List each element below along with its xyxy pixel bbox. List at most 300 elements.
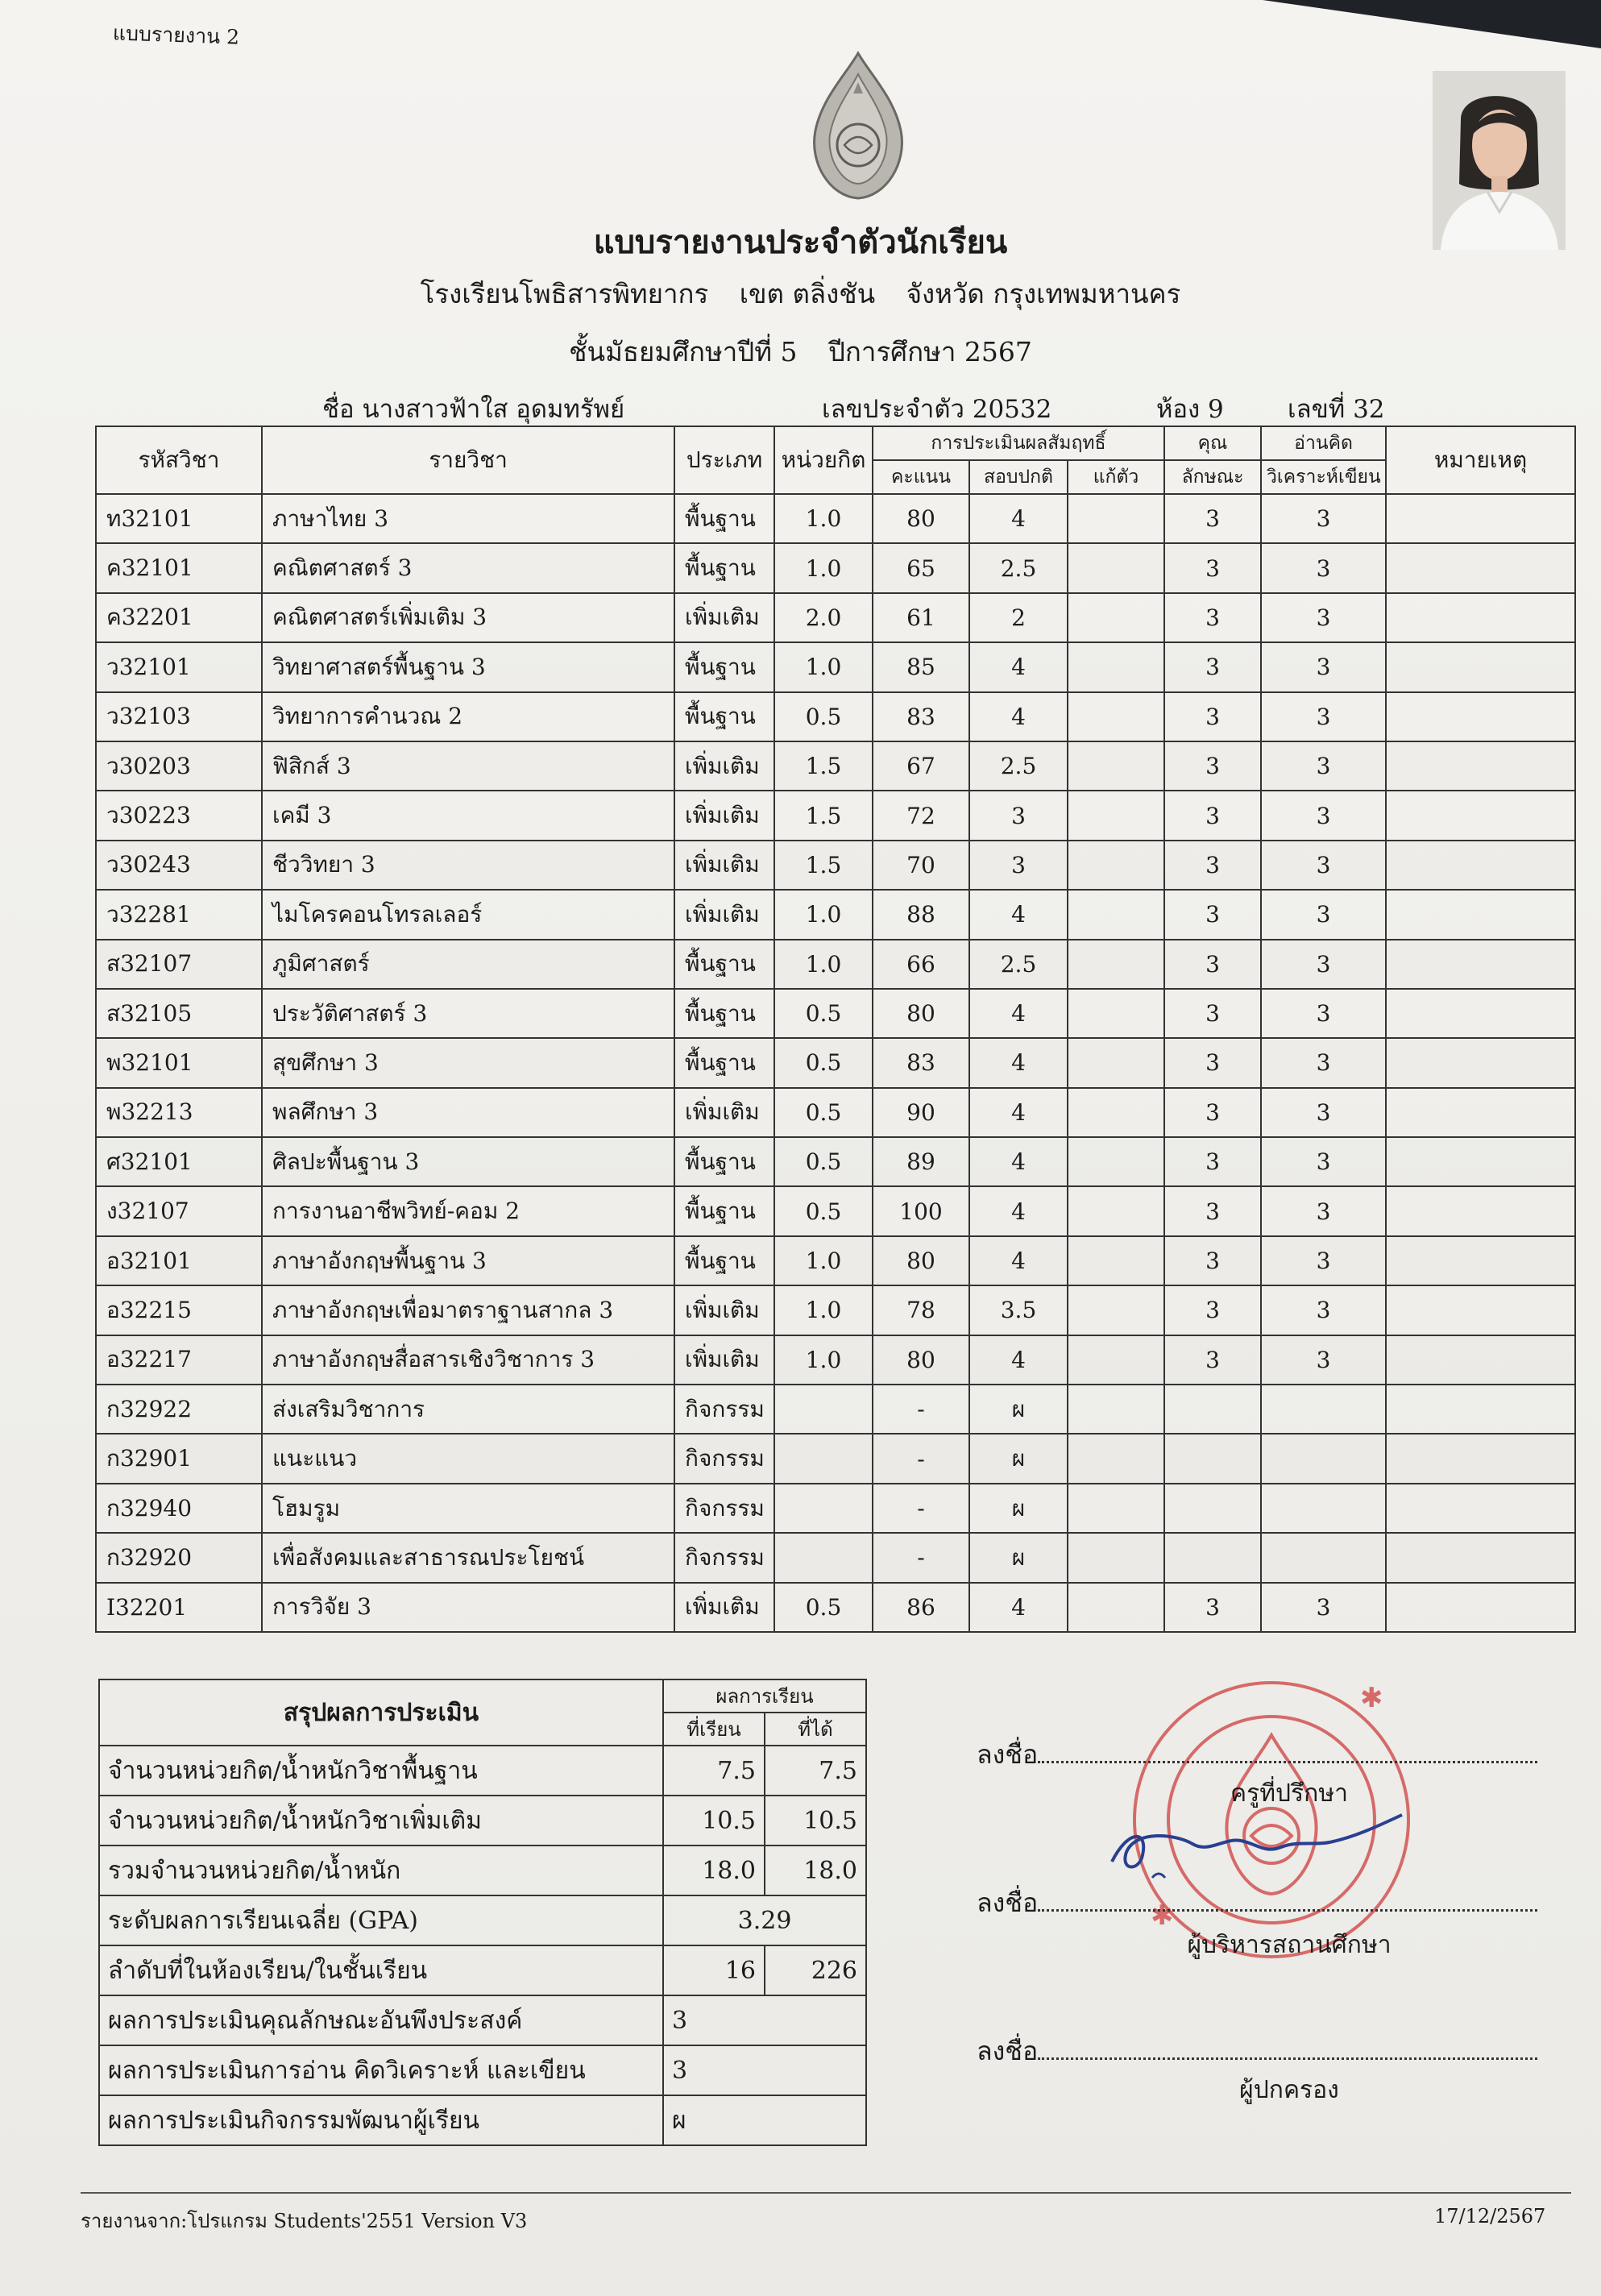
cell-read: 3 [1261,1137,1386,1186]
cell-retake [1068,989,1164,1038]
summary-value: 18.0 [765,1846,866,1895]
cell-char [1164,1533,1261,1582]
cell-credits: 0.5 [774,1088,873,1137]
footer-rule [81,2192,1571,2194]
cell-char: 3 [1164,642,1261,691]
cell-type: พื้นฐาน [674,692,774,741]
cell-read [1261,1533,1386,1582]
cell-retake [1068,1434,1164,1483]
cell-read: 3 [1261,940,1386,989]
cell-score: 80 [873,494,969,543]
cell-subject: แนะแนว [262,1434,674,1483]
col-score: คะแนน [873,460,969,494]
cell-retake [1068,1335,1164,1385]
school-crest-logo [798,50,919,203]
cell-type: กิจกรรม [674,1385,774,1434]
summary-row-total [99,1846,866,1895]
cell-type: เพิ่มเติม [674,1583,774,1632]
summary-label: ผลการประเมินกิจกรรมพัฒนาผู้เรียน [99,2095,663,2145]
cell-code: ศ32101 [96,1137,262,1186]
col-type: ประเภท [674,426,774,494]
summary-label: ระดับผลการเรียนเฉลี่ย (GPA) [99,1895,663,1945]
cell-normal: 2 [969,593,1068,642]
cell-read: 3 [1261,692,1386,741]
cell-score: 100 [873,1186,969,1235]
summary-row-extra [99,1796,866,1846]
cell-char: 3 [1164,1186,1261,1235]
cell-code: ว30223 [96,791,262,840]
summary-label: ลำดับที่ในห้องเรียน/ในชั้นเรียน [99,1945,663,1995]
cell-normal: ผ [969,1434,1068,1483]
summary-row-basic [99,1746,866,1796]
cell-credits [774,1385,873,1434]
cell-normal: ผ [969,1533,1068,1582]
cell-credits [774,1434,873,1483]
summary-row-read [99,2045,866,2095]
table-row [96,642,1575,691]
cell-read: 3 [1261,543,1386,592]
cell-type: เพิ่มเติม [674,593,774,642]
cell-remark [1386,1236,1575,1285]
cell-subject: ส่งเสริมวิชาการ [262,1385,674,1434]
cell-score: 78 [873,1285,969,1335]
cell-normal: 4 [969,989,1068,1038]
table-row [96,1385,1575,1434]
cell-read: 3 [1261,642,1386,691]
cell-code: อ32217 [96,1335,262,1385]
cell-remark [1386,841,1575,890]
cell-subject: ภาษาอังกฤษสื่อสารเชิงวิชาการ 3 [262,1335,674,1385]
table-row [96,1137,1575,1186]
table-row [96,890,1575,939]
cell-code: ส32107 [96,940,262,989]
cell-retake [1068,1137,1164,1186]
summary-title: สรุปผลการประเมิน [99,1679,663,1746]
svg-text:✱: ✱ [1151,1899,1174,1932]
cell-retake [1068,1484,1164,1533]
cell-normal: 4 [969,1088,1068,1137]
cell-char: 3 [1164,1583,1261,1632]
cell-credits: 1.5 [774,841,873,890]
summary-value: 10.5 [765,1796,866,1846]
signature-line-principal [977,1883,1537,1924]
cell-remark [1386,1285,1575,1335]
cell-read: 3 [1261,791,1386,840]
table-row [96,692,1575,741]
table-row [96,1434,1575,1483]
cell-read: 3 [1261,1186,1386,1235]
cell-subject: ประวัติศาสตร์ 3 [262,989,674,1038]
cell-read: 3 [1261,1285,1386,1335]
cell-remark [1386,642,1575,691]
cell-read [1261,1434,1386,1483]
signature-prefix: ลงชื่อ [977,1887,1039,1918]
grade-level: ชั้นมัธยมศึกษาปีที่ 5 [569,336,798,367]
rank-grade: 226 [765,1945,866,1995]
cell-retake [1068,1038,1164,1087]
cell-normal: 4 [969,1236,1068,1285]
cell-normal: 3 [969,791,1068,840]
cell-score: 61 [873,593,969,642]
cell-code: ก32940 [96,1484,262,1533]
cell-subject: ภูมิศาสตร์ [262,940,674,989]
cell-code: ว30203 [96,741,262,791]
cell-score: 80 [873,1236,969,1285]
table-row [96,940,1575,989]
cell-code: ง32107 [96,1186,262,1235]
cell-char [1164,1385,1261,1434]
col-read-top: อ่านคิด [1261,426,1386,460]
table-row [96,791,1575,840]
cell-remark [1386,1137,1575,1186]
cell-remark [1386,494,1575,543]
summary-value: ผ [663,2095,866,2145]
cell-score: 67 [873,741,969,791]
summary-row-rank [99,1945,866,1995]
footer-date: 17/12/2567 [1434,2205,1546,2227]
cell-read: 3 [1261,1335,1386,1385]
cell-type: เพิ่มเติม [674,1285,774,1335]
cell-normal: 4 [969,1137,1068,1186]
signature-prefix: ลงชื่อ [977,2036,1039,2066]
cell-credits: 0.5 [774,1186,873,1235]
col-remark: หมายเหตุ [1386,426,1575,494]
cell-subject: โฮมรูม [262,1484,674,1533]
grade-line [0,330,1601,373]
cell-char [1164,1434,1261,1483]
cell-credits: 1.0 [774,940,873,989]
signature-role-advisor: ครูที่ปรึกษา [1230,1779,1348,1808]
signature-role-principal: ผู้บริหารสถานศึกษา [1187,1931,1392,1959]
cell-code: ว32103 [96,692,262,741]
cell-type: พื้นฐาน [674,1038,774,1087]
cell-subject: การงานอาชีพวิทย์-คอม 2 [262,1186,674,1235]
cell-credits: 1.0 [774,642,873,691]
col-retake: แก้ตัว [1068,460,1164,494]
cell-retake [1068,940,1164,989]
cell-credits: 1.0 [774,494,873,543]
cell-code: พ32101 [96,1038,262,1087]
summary-value: 18.0 [663,1846,765,1895]
table-row [96,841,1575,890]
cell-remark [1386,1088,1575,1137]
cell-type: กิจกรรม [674,1484,774,1533]
cell-subject: เพื่อสังคมและสาธารณประโยชน์ [262,1533,674,1582]
cell-remark [1386,989,1575,1038]
school-line [0,272,1601,315]
table-row [96,543,1575,592]
table-row [96,1186,1575,1235]
cell-credits: 0.5 [774,1583,873,1632]
cell-normal: 2.5 [969,543,1068,592]
col-credits: หน่วยกิต [774,426,873,494]
cell-credits: 0.5 [774,1038,873,1087]
table-row [96,741,1575,791]
col-normal: สอบปกติ [969,460,1068,494]
cell-retake [1068,1533,1164,1582]
cell-retake [1068,791,1164,840]
cell-score: 83 [873,1038,969,1087]
cell-type: พื้นฐาน [674,543,774,592]
cell-score: 83 [873,692,969,741]
cell-retake [1068,741,1164,791]
cell-retake [1068,1088,1164,1137]
cell-remark [1386,593,1575,642]
cell-score: 72 [873,791,969,840]
cell-type: เพิ่มเติม [674,1088,774,1137]
cell-retake [1068,543,1164,592]
cell-remark [1386,1484,1575,1533]
table-row [96,1038,1575,1087]
summary-row-char [99,1995,866,2045]
student-number: เลขที่ 32 [1288,395,1385,424]
cell-credits: 2.0 [774,593,873,642]
cell-remark [1386,1335,1575,1385]
cell-retake [1068,494,1164,543]
cell-type: เพิ่มเติม [674,791,774,840]
grades-table [95,426,1576,1633]
cell-read: 3 [1261,890,1386,939]
cell-char: 3 [1164,1236,1261,1285]
cell-subject: คณิตศาสตร์เพิ่มเติม 3 [262,593,674,642]
cell-normal: 4 [969,1038,1068,1087]
cell-read: 3 [1261,841,1386,890]
cell-score: 85 [873,642,969,691]
cell-char: 3 [1164,593,1261,642]
cell-remark [1386,890,1575,939]
table-row [96,1533,1575,1582]
summary-label: รวมจำนวนหน่วยกิต/น้ำหนัก [99,1846,663,1895]
signature-line-advisor [977,1734,1537,1775]
cell-subject: ศิลปะพื้นฐาน 3 [262,1137,674,1186]
summary-label: ผลการประเมินการอ่าน คิดวิเคราะห์ และเขียน [99,2045,663,2095]
cell-read: 3 [1261,989,1386,1038]
cell-code: ว32281 [96,890,262,939]
cell-normal: 3 [969,841,1068,890]
summary-col-studied: ที่เรียน [663,1713,765,1746]
cell-subject: ฟิสิกส์ 3 [262,741,674,791]
cell-score: 88 [873,890,969,939]
cell-remark [1386,741,1575,791]
cell-code: ส32105 [96,989,262,1038]
cell-subject: วิทยาศาสตร์พื้นฐาน 3 [262,642,674,691]
cell-subject: ภาษาอังกฤษพื้นฐาน 3 [262,1236,674,1285]
signature-role-parent: ผู้ปกครอง [1239,2076,1339,2104]
col-assessment: การประเมินผลสัมฤทธิ์ [873,426,1164,460]
cell-normal: 4 [969,1335,1068,1385]
cell-code: ว32101 [96,642,262,691]
cell-remark [1386,791,1575,840]
cell-type: พื้นฐาน [674,940,774,989]
cell-char: 3 [1164,1088,1261,1137]
cell-type: พื้นฐาน [674,989,774,1038]
table-row [96,1236,1575,1285]
cell-char: 3 [1164,940,1261,989]
cell-code: ท32101 [96,494,262,543]
cell-normal: 4 [969,1186,1068,1235]
cell-char: 3 [1164,1335,1261,1385]
svg-text:✱: ✱ [1360,1682,1383,1714]
cell-remark [1386,940,1575,989]
signature-line-parent [977,2031,1537,2072]
table-row [96,1285,1575,1335]
cell-code: ก32922 [96,1385,262,1434]
cell-remark [1386,1385,1575,1434]
school-district: เขต ตลิ่งชัน [739,278,876,309]
cell-credits: 1.0 [774,1285,873,1335]
summary-col-earned: ที่ได้ [765,1713,866,1746]
cell-read: 3 [1261,1583,1386,1632]
cell-remark [1386,692,1575,741]
academic-year: ปีการศึกษา 2567 [827,336,1032,367]
cell-subject: ชีววิทยา 3 [262,841,674,890]
cell-char: 3 [1164,791,1261,840]
cell-subject: ภาษาอังกฤษเพื่อมาตราฐานสากล 3 [262,1285,674,1335]
cell-retake [1068,642,1164,691]
cell-type: เพิ่มเติม [674,741,774,791]
cell-char: 3 [1164,494,1261,543]
cell-subject: ไมโครคอนโทรลเลอร์ [262,890,674,939]
table-row [96,593,1575,642]
cell-char: 3 [1164,543,1261,592]
cell-retake [1068,1583,1164,1632]
cell-code: พ32213 [96,1088,262,1137]
cell-subject: พลศึกษา 3 [262,1088,674,1137]
cell-remark [1386,543,1575,592]
cell-read: 3 [1261,741,1386,791]
summary-value: 7.5 [765,1746,866,1796]
table-row [96,494,1575,543]
cell-read [1261,1484,1386,1533]
principal-signature-mark [1104,1805,1410,1894]
student-room: ห้อง 9 [1156,395,1224,424]
cell-retake [1068,890,1164,939]
footer-source: รายงานจาก:โปรแกรม Students'2551 Version V3 [81,2210,528,2232]
cell-remark [1386,1434,1575,1483]
cell-code: ค32201 [96,593,262,642]
cell-char: 3 [1164,692,1261,741]
cell-credits: 1.0 [774,543,873,592]
cell-char: 3 [1164,841,1261,890]
cell-credits: 0.5 [774,1137,873,1186]
col-read-bottom: วิเคราะห์เขียน [1261,460,1386,494]
cell-char: 3 [1164,890,1261,939]
cell-char: 3 [1164,741,1261,791]
summary-value: 10.5 [663,1796,765,1846]
cell-normal: 4 [969,494,1068,543]
cell-retake [1068,1385,1164,1434]
cell-normal: 2.5 [969,940,1068,989]
cell-type: พื้นฐาน [674,1236,774,1285]
cell-normal: 4 [969,642,1068,691]
background-corner [1263,0,1601,48]
cell-score: 66 [873,940,969,989]
cell-type: พื้นฐาน [674,494,774,543]
cell-read [1261,1385,1386,1434]
cell-credits: 0.5 [774,989,873,1038]
cell-read: 3 [1261,1088,1386,1137]
cell-code: ค32101 [96,543,262,592]
summary-label: จำนวนหน่วยกิต/น้ำหนักวิชาเพิ่มเติม [99,1796,663,1846]
rank-room: 16 [663,1945,765,1995]
cell-char: 3 [1164,1038,1261,1087]
cell-normal: ผ [969,1385,1068,1434]
cell-credits: 1.0 [774,1335,873,1385]
signature-prefix: ลงชื่อ [977,1739,1039,1770]
cell-credits: 0.5 [774,692,873,741]
cell-retake [1068,841,1164,890]
table-row [96,1335,1575,1385]
cell-read: 3 [1261,1038,1386,1087]
summary-label: จำนวนหน่วยกิต/น้ำหนักวิชาพื้นฐาน [99,1746,663,1796]
cell-normal: 4 [969,692,1068,741]
cell-char: 3 [1164,1285,1261,1335]
cell-subject: การวิจัย 3 [262,1583,674,1632]
col-subject: รายวิชา [262,426,674,494]
form-tag: แบบรายงาน 2 [112,21,240,49]
cell-normal: 3.5 [969,1285,1068,1335]
cell-score: 90 [873,1088,969,1137]
cell-credits: 1.0 [774,1236,873,1285]
cell-score: 80 [873,989,969,1038]
student-id: เลขประจำตัว 20532 [822,395,1052,424]
cell-score: - [873,1434,969,1483]
summary-group: ผลการเรียน [663,1679,866,1713]
cell-score: 70 [873,841,969,890]
cell-normal: 2.5 [969,741,1068,791]
gpa-value: 3.29 [663,1895,866,1945]
summary-row-gpa [99,1895,866,1945]
cell-score: 89 [873,1137,969,1186]
cell-retake [1068,593,1164,642]
col-char-bottom: ลักษณะ [1164,460,1261,494]
cell-code: ก32901 [96,1434,262,1483]
grades-body [96,494,1575,1632]
cell-code: อ32101 [96,1236,262,1285]
table-row [96,1583,1575,1632]
cell-remark [1386,1533,1575,1582]
cell-subject: คณิตศาสตร์ 3 [262,543,674,592]
cell-score: - [873,1385,969,1434]
cell-credits: 1.0 [774,890,873,939]
report-title: แบบรายงานประจำตัวนักเรียน [593,223,1008,261]
cell-char: 3 [1164,1137,1261,1186]
summary-value: 3 [663,2045,866,2095]
cell-credits: 1.5 [774,741,873,791]
cell-type: เพิ่มเติม [674,1335,774,1385]
cell-type: พื้นฐาน [674,642,774,691]
summary-row-activity [99,2095,866,2145]
student-name: ชื่อ นางสาวฟ้าใส อุดมทรัพย์ [322,395,625,424]
cell-type: เพิ่มเติม [674,890,774,939]
cell-read: 3 [1261,1236,1386,1285]
school-name: โรงเรียนโพธิสารพิทยากร [420,278,709,309]
cell-code: ว30243 [96,841,262,890]
cell-score: 86 [873,1583,969,1632]
cell-retake [1068,692,1164,741]
cell-type: กิจกรรม [674,1533,774,1582]
cell-type: พื้นฐาน [674,1186,774,1235]
summary-table [98,1679,867,2146]
cell-type: กิจกรรม [674,1434,774,1483]
col-code: รหัสวิชา [96,426,262,494]
cell-code: I32201 [96,1583,262,1632]
cell-score: 65 [873,543,969,592]
cell-remark [1386,1186,1575,1235]
cell-retake [1068,1236,1164,1285]
cell-retake [1068,1186,1164,1235]
cell-remark [1386,1038,1575,1087]
